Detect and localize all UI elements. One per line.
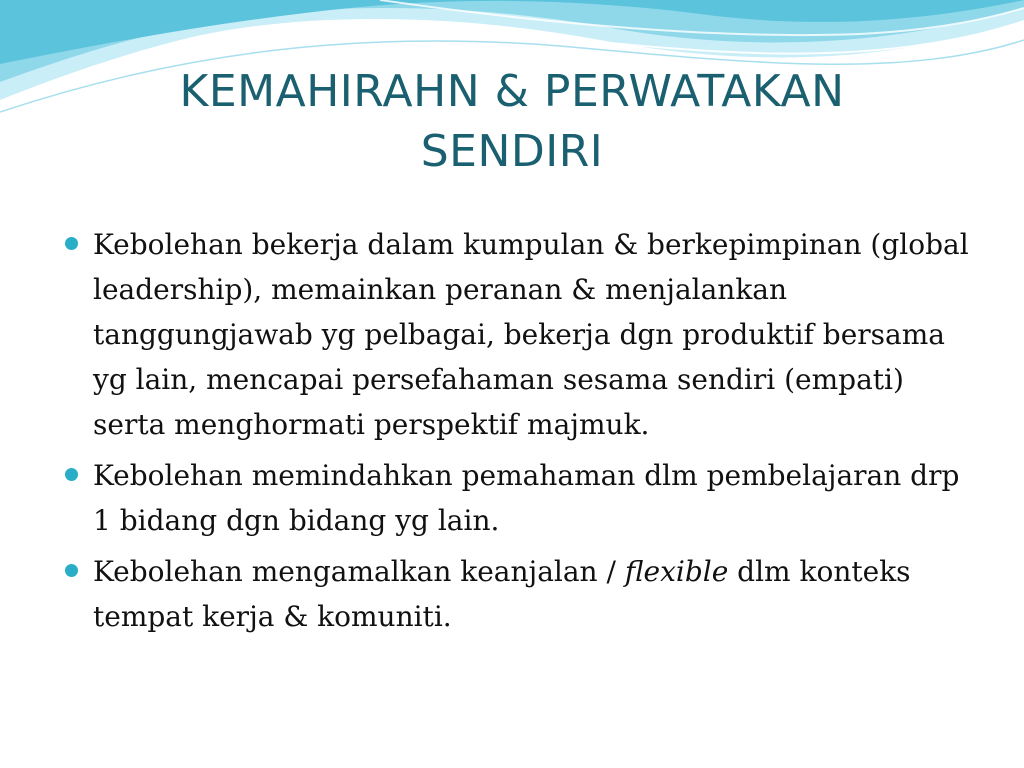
bullet-list <box>60 222 980 645</box>
bullet-text-3-italic: flexible <box>624 555 729 588</box>
bullet-dot-icon <box>65 237 78 250</box>
bullet-item-3 <box>60 549 980 639</box>
slide-title-line-2: SENDIRI <box>420 126 604 177</box>
bullet-text-2: Kebolehan memindahkan pemahaman dlm pembelajaran drp 1 bidang dgn bidang yg lain. <box>93 459 960 537</box>
bullet-dot-icon <box>65 468 78 481</box>
bullet-item-1 <box>60 222 980 447</box>
bullet-dot-icon <box>65 564 78 577</box>
slide-title-line-1: KEMAHIRAHN & PERWATAKAN <box>179 66 845 117</box>
bullet-text-3-after: dlm konteks tempat kerja & komuniti. <box>93 555 911 633</box>
bullet-text-3-before: Kebolehan mengamalkan keanjalan / <box>93 555 625 588</box>
bullet-text-1: Kebolehan bekerja dalam kumpulan & berkepimpinan (global leadership), memainkan peranan & menjalankan tanggungjawab yg pelbagai, bekerja dgn produktif bersama yg lain, mencapai persefahaman sesama sendiri (empati) serta menghormati perspektif majmuk. <box>93 228 969 441</box>
slide-title <box>60 62 964 182</box>
bullet-item-2 <box>60 453 980 543</box>
